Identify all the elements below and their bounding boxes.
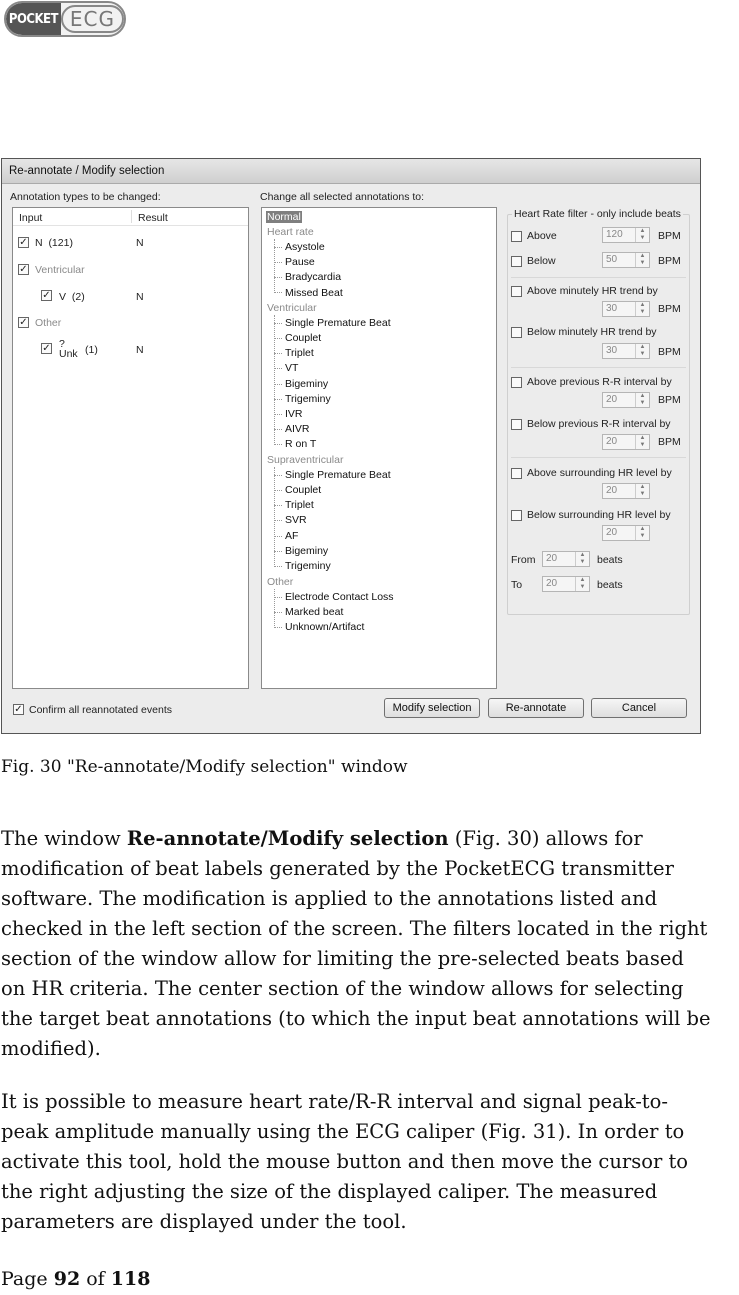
tree-category-ventricular[interactable]: Ventricular	[267, 302, 317, 314]
input-annotations-list[interactable]	[12, 207, 249, 689]
checkbox-above-surround[interactable]	[511, 468, 522, 479]
tree-item-v-bigeminy[interactable]: Bigeminy	[285, 378, 329, 390]
tree-item-v-single-premature[interactable]: Single Premature Beat	[285, 317, 391, 329]
window-title: Re-annotate / Modify selection	[9, 165, 165, 177]
target-annotation-tree[interactable]	[261, 207, 497, 689]
tree-item-v-triplet[interactable]: Triplet	[285, 347, 314, 359]
pocketecg-logo	[4, 1, 126, 37]
above-surround-spinner[interactable]: 20 ▲ ▼	[602, 483, 650, 499]
from-spinner[interactable]: 20 ▲ ▼	[542, 551, 590, 567]
reannotate-window	[1, 158, 701, 734]
tree-item-sv-trigeminy[interactable]: Trigeminy	[285, 560, 331, 572]
from-unit: beats	[597, 554, 623, 566]
below-rr-spinner[interactable]: 20 ▲ ▼	[602, 434, 650, 450]
above-trend-label: Above minutely HR trend by	[527, 285, 658, 297]
checkbox-above-rr[interactable]	[511, 377, 522, 388]
tree-item-sv-couplet[interactable]: Couplet	[285, 484, 322, 496]
figure-caption: Fig. 30 "Re-annotate/Modify selection" window	[1, 757, 408, 777]
group-other-label: Other	[35, 317, 62, 329]
tree-item-electrode-contact-loss[interactable]: Electrode Contact Loss	[285, 591, 394, 603]
checkbox-above-trend[interactable]	[511, 286, 522, 297]
tree-item-sv-single-premature[interactable]: Single Premature Beat	[285, 469, 391, 481]
tree-item-normal[interactable]: Normal	[267, 211, 301, 223]
confirm-all-label: Confirm all reannotated events	[29, 704, 172, 716]
tree-item-af[interactable]: AF	[285, 530, 299, 542]
tree-item-missed-beat[interactable]: Missed Beat	[285, 287, 343, 299]
modify-selection-button[interactable]: Modify selection	[384, 698, 480, 718]
group-ventricular-label: Ventricular	[35, 264, 85, 276]
tree-category-other[interactable]: Other	[267, 576, 294, 588]
checkbox-above[interactable]	[511, 231, 522, 242]
logo-pocket-text: POCKET	[6, 3, 61, 35]
input-n-label: N (121)	[35, 237, 73, 249]
tree-item-aivr[interactable]: AIVR	[285, 423, 310, 435]
paragraph-reannotate: The window Re-annotate/Modify selection (Fig. 30) allows for modification of beat labels generated by the PocketECG transmitter software. The modification is applied to the annotations listed and checked in the left section of the screen. The filters located in the right section of the window allow for limiting the pre-selected beats based on HR criteria. The center section of the window allows for selecting the target beat annotations (to which the input beat annotations will be modified).	[1, 827, 711, 1060]
tree-item-bradycardia[interactable]: Bradycardia	[285, 271, 342, 283]
checkbox-confirm-all[interactable]: ✓	[14, 704, 23, 715]
tree-item-r-on-t[interactable]: R on T	[285, 438, 317, 450]
above-rr-spinner[interactable]: 20 ▲ ▼	[602, 392, 650, 408]
tree-item-sv-triplet[interactable]: Triplet	[285, 499, 314, 511]
result-v: N	[136, 291, 144, 303]
tree-category-supraventricular[interactable]: Supraventricular	[267, 454, 344, 466]
column-input-header[interactable]: Input	[19, 212, 43, 224]
below-trend-unit: BPM	[658, 346, 681, 358]
checkbox-below[interactable]	[511, 256, 522, 267]
checkbox-unk[interactable]: ✓	[42, 343, 51, 354]
above-trend-spinner[interactable]: 30 ▲ ▼	[602, 301, 650, 317]
to-label: To	[511, 579, 523, 591]
cancel-button[interactable]: Cancel	[591, 698, 687, 718]
checkbox-n[interactable]: ✓	[19, 237, 28, 248]
logo-ecg-text: ECG	[61, 5, 124, 33]
change-to-label: Change all selected annotations to:	[260, 191, 425, 203]
tree-item-marked-beat[interactable]: Marked beat	[285, 606, 344, 618]
column-result-header[interactable]: Result	[138, 212, 168, 224]
input-unk-count: (1)	[85, 344, 98, 356]
below-trend-spinner[interactable]: 30 ▲ ▼	[602, 343, 650, 359]
above-spinner[interactable]: 120 ▲ ▼	[602, 227, 650, 243]
bold-window-name: Re-annotate/Modify selection	[126, 827, 449, 850]
above-unit: BPM	[658, 230, 681, 242]
tree-category-heart-rate[interactable]: Heart rate	[267, 226, 314, 238]
above-label: Above	[527, 230, 557, 242]
tree-item-asystole[interactable]: Asystole	[285, 241, 325, 253]
checkbox-below-surround[interactable]	[511, 510, 522, 521]
input-unk-label: ? Unk	[59, 338, 78, 360]
below-surround-label: Below surrounding HR level by	[527, 509, 671, 521]
tree-item-ivr[interactable]: IVR	[285, 408, 303, 420]
above-rr-unit: BPM	[658, 394, 681, 406]
result-unk: N	[136, 344, 144, 356]
from-label: From	[511, 554, 536, 566]
window-titlebar[interactable]	[2, 159, 700, 184]
tree-item-sv-bigeminy[interactable]: Bigeminy	[285, 545, 329, 557]
tree-item-pause[interactable]: Pause	[285, 256, 315, 268]
tree-item-v-trigeminy[interactable]: Trigeminy	[285, 393, 331, 405]
tree-item-svr[interactable]: SVR	[285, 514, 307, 526]
checkbox-other[interactable]: ✓	[19, 317, 28, 328]
reannotate-button[interactable]: Re-annotate	[488, 698, 584, 718]
result-n: N	[136, 237, 144, 249]
below-label: Below	[527, 255, 556, 267]
below-rr-label: Below previous R-R interval by	[527, 418, 671, 430]
above-rr-label: Above previous R-R interval by	[527, 376, 672, 388]
above-trend-unit: BPM	[658, 303, 681, 315]
input-v-label: V (2)	[59, 291, 85, 303]
hr-filter-title: Heart Rate filter - only include beats	[514, 208, 681, 220]
below-trend-label: Below minutely HR trend by	[527, 326, 657, 338]
to-unit: beats	[597, 579, 623, 591]
annotation-types-label: Annotation types to be changed:	[10, 191, 161, 203]
below-rr-unit: BPM	[658, 436, 681, 448]
tree-item-unknown-artifact[interactable]: Unknown/Artifact	[285, 621, 365, 633]
checkbox-v[interactable]: ✓	[42, 290, 51, 301]
tree-item-v-couplet[interactable]: Couplet	[285, 332, 322, 344]
below-spinner[interactable]: 50 ▲ ▼	[602, 252, 650, 268]
paragraph-caliper: It is possible to measure heart rate/R-R interval and signal peak-to- peak amplitude manually using the ECG caliper (Fig. 31). In order to activate this tool, hold the mouse button and then move the cursor to the right adjusting the size of the displayed caliper. The measured parameters are displayed under the tool.	[1, 1090, 689, 1233]
checkbox-below-trend[interactable]	[511, 327, 522, 338]
below-unit: BPM	[658, 255, 681, 267]
tree-item-vt[interactable]: VT	[285, 362, 299, 374]
below-surround-spinner[interactable]: 20 ▲ ▼	[602, 525, 650, 541]
above-surround-label: Above surrounding HR level by	[527, 467, 672, 479]
checkbox-ventricular[interactable]: ✓	[19, 264, 28, 275]
page-footer: Page 92 of 118	[1, 1268, 151, 1290]
to-spinner[interactable]: 20 ▲ ▼	[542, 576, 590, 592]
checkbox-below-rr[interactable]	[511, 419, 522, 430]
